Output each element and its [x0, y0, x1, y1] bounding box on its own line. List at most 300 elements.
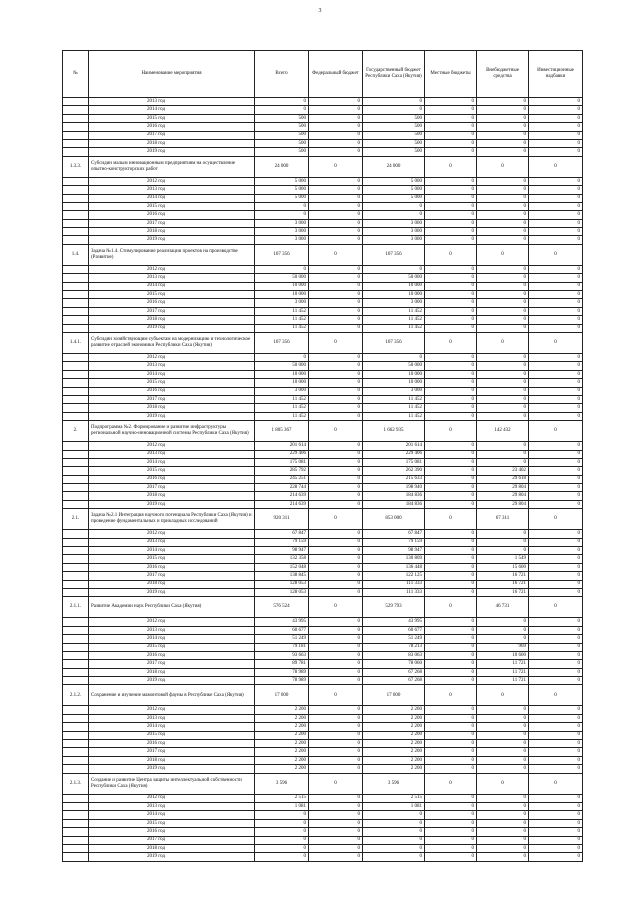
row-number-cell [63, 186, 89, 194]
federal-cell: 0 [309, 421, 363, 442]
year-cell: 2017 год [89, 836, 255, 844]
total-cell: 500 [255, 114, 309, 122]
extrabudget-cell: 0 [477, 458, 529, 466]
extrabudget-cell: 0 [477, 202, 529, 210]
local-cell: 0 [425, 412, 477, 420]
year-cell: 2013 год [89, 186, 255, 194]
total-cell: 2 200 [255, 706, 309, 714]
year-cell: 2012 год [89, 353, 255, 361]
state-cell: 0 [363, 819, 425, 827]
year-cell: 2018 год [89, 228, 255, 236]
state-cell: 2 200 [363, 723, 425, 731]
federal-cell: 0 [309, 362, 363, 370]
federal-cell: 0 [309, 123, 363, 131]
federal-cell: 0 [309, 211, 363, 219]
table-row [63, 114, 583, 122]
state-cell: 0 [363, 353, 425, 361]
investment-cell: 0 [529, 643, 583, 651]
extrabudget-cell: 11 721 [477, 677, 529, 685]
row-number-cell [63, 467, 89, 475]
local-cell: 0 [425, 563, 477, 571]
extrabudget-cell: 0 [477, 811, 529, 819]
row-number-cell [63, 651, 89, 659]
state-cell: 2 200 [363, 756, 425, 764]
total-cell: 3 596 [255, 773, 309, 794]
table-row [63, 211, 583, 219]
table-row [63, 307, 583, 315]
row-number-cell [63, 194, 89, 202]
extrabudget-cell: 0 [477, 387, 529, 395]
row-number-cell [63, 228, 89, 236]
local-cell: 0 [425, 731, 477, 739]
local-cell: 0 [425, 211, 477, 219]
total-cell: 576 524 [255, 597, 309, 618]
total-cell: 2 515 [255, 794, 309, 802]
year-cell: 2014 год [89, 370, 255, 378]
table-row [63, 442, 583, 450]
investment-cell: 0 [529, 274, 583, 282]
state-cell: 184 836 [363, 492, 425, 500]
total-cell: 201 614 [255, 442, 309, 450]
total-cell: 229 406 [255, 450, 309, 458]
total-cell: 0 [255, 211, 309, 219]
extrabudget-cell: 0 [477, 765, 529, 773]
investment-cell: 0 [529, 236, 583, 244]
row-number-cell [63, 731, 89, 739]
total-cell: 0 [255, 828, 309, 836]
investment-cell: 0 [529, 98, 583, 106]
measure-name-cell: Задача №2.1 Интеграция научного потенциала Республики Саха (Якутия) и проведение фундаментальных и прикладных исследований [89, 509, 255, 530]
row-number-cell [63, 412, 89, 420]
extrabudget-cell: 0 [477, 114, 529, 122]
col-header-federal: Федеральный бюджет [309, 51, 363, 98]
table-row [63, 177, 583, 185]
row-number-cell: 2. [63, 421, 89, 442]
state-cell: 10 000 [363, 370, 425, 378]
total-cell: 2 200 [255, 740, 309, 748]
state-cell: 175 081 [363, 458, 425, 466]
year-cell: 2012 год [89, 442, 255, 450]
extrabudget-cell: 0 [477, 844, 529, 852]
local-cell: 0 [425, 588, 477, 596]
investment-cell: 0 [529, 555, 583, 563]
row-number-cell [63, 660, 89, 668]
year-cell: 2016 год [89, 651, 255, 659]
investment-cell: 0 [529, 756, 583, 764]
extrabudget-cell: 0 [477, 307, 529, 315]
extrabudget-cell: 0 [477, 828, 529, 836]
investment-cell: 0 [529, 588, 583, 596]
local-cell: 0 [425, 572, 477, 580]
row-number-cell [63, 492, 89, 500]
federal-cell: 0 [309, 597, 363, 618]
state-cell: 79 159 [363, 538, 425, 546]
federal-cell: 0 [309, 98, 363, 106]
state-cell: 529 793 [363, 597, 425, 618]
investment-cell: 0 [529, 500, 583, 508]
year-cell: 2014 год [89, 811, 255, 819]
total-cell: 500 [255, 123, 309, 131]
state-cell: 130 809 [363, 555, 425, 563]
investment-cell: 0 [529, 794, 583, 802]
state-cell: 10 000 [363, 282, 425, 290]
year-cell: 2014 год [89, 282, 255, 290]
federal-cell: 0 [309, 387, 363, 395]
extrabudget-cell: 11 721 [477, 660, 529, 668]
row-number-cell [63, 316, 89, 324]
investment-cell: 0 [529, 723, 583, 731]
investment-cell: 0 [529, 316, 583, 324]
local-cell: 0 [425, 794, 477, 802]
row-number-cell [63, 626, 89, 634]
federal-cell: 0 [309, 316, 363, 324]
investment-cell: 0 [529, 572, 583, 580]
extrabudget-cell: 10 600 [477, 651, 529, 659]
state-cell: 1 081 [363, 803, 425, 811]
table-row [63, 379, 583, 387]
investment-cell: 0 [529, 379, 583, 387]
state-cell: 122 125 [363, 572, 425, 580]
local-cell: 0 [425, 685, 477, 706]
local-cell: 0 [425, 307, 477, 315]
row-number-cell [63, 794, 89, 802]
row-number-cell: 2.1.1. [63, 597, 89, 618]
state-cell: 3 000 [363, 236, 425, 244]
local-cell: 0 [425, 580, 477, 588]
investment-cell: 0 [529, 219, 583, 227]
investment-cell: 0 [529, 765, 583, 773]
extrabudget-cell: 0 [477, 853, 529, 861]
federal-cell: 0 [309, 148, 363, 156]
year-cell: 2019 год [89, 324, 255, 332]
year-cell: 2013 год [89, 362, 255, 370]
total-cell: 10 000 [255, 282, 309, 290]
row-number-cell [63, 458, 89, 466]
row-number-cell [63, 819, 89, 827]
extrabudget-cell: 46 731 [477, 597, 529, 618]
extrabudget-cell: 0 [477, 324, 529, 332]
federal-cell: 0 [309, 131, 363, 139]
federal-cell: 0 [309, 139, 363, 147]
local-cell: 0 [425, 668, 477, 676]
extrabudget-cell: 0 [477, 748, 529, 756]
row-number-cell [63, 836, 89, 844]
federal-cell: 0 [309, 748, 363, 756]
federal-cell: 0 [309, 353, 363, 361]
state-cell: 78 213 [363, 643, 425, 651]
year-cell: 2017 год [89, 572, 255, 580]
table-row [63, 706, 583, 714]
table-row [63, 626, 583, 634]
federal-cell: 0 [309, 547, 363, 555]
investment-cell: 0 [529, 362, 583, 370]
local-cell: 0 [425, 492, 477, 500]
total-cell: 128 053 [255, 580, 309, 588]
extrabudget-cell: 15 600 [477, 563, 529, 571]
local-cell: 0 [425, 387, 477, 395]
table-row [63, 404, 583, 412]
federal-cell: 0 [309, 500, 363, 508]
extrabudget-cell: 0 [477, 139, 529, 147]
federal-cell: 0 [309, 626, 363, 634]
federal-cell: 0 [309, 853, 363, 861]
local-cell: 0 [425, 706, 477, 714]
state-cell: 215 633 [363, 475, 425, 483]
table-row [63, 265, 583, 273]
total-cell: 3 000 [255, 387, 309, 395]
row-number-cell [63, 370, 89, 378]
year-cell: 2017 год [89, 484, 255, 492]
local-cell: 0 [425, 530, 477, 538]
local-cell: 0 [425, 844, 477, 852]
investment-cell: 0 [529, 307, 583, 315]
local-cell: 0 [425, 467, 477, 475]
extrabudget-cell: 0 [477, 379, 529, 387]
row-number-cell [63, 274, 89, 282]
row-number-cell [63, 324, 89, 332]
row-number-cell [63, 748, 89, 756]
measure-name-cell: Субсидии хозяйствующим субъектам на модернизацию и технологическое развитие отраслей экономики Республики Саха (Якутия) [89, 332, 255, 353]
row-number-cell [63, 588, 89, 596]
year-cell: 2019 год [89, 677, 255, 685]
federal-cell: 0 [309, 370, 363, 378]
local-cell: 0 [425, 219, 477, 227]
extrabudget-cell: 0 [477, 291, 529, 299]
local-cell: 0 [425, 353, 477, 361]
row-number-cell: 2.1.3. [63, 773, 89, 794]
state-cell: 107 356 [363, 244, 425, 265]
state-cell: 136 448 [363, 563, 425, 571]
row-number-cell [63, 618, 89, 626]
row-number-cell [63, 844, 89, 852]
federal-cell: 0 [309, 844, 363, 852]
year-cell: 2016 год [89, 299, 255, 307]
investment-cell: 0 [529, 677, 583, 685]
header-row [63, 51, 583, 98]
extrabudget-cell: 16 721 [477, 580, 529, 588]
investment-cell: 0 [529, 194, 583, 202]
year-cell: 2013 год [89, 98, 255, 106]
row-number-cell [63, 450, 89, 458]
table-row [63, 236, 583, 244]
investment-cell: 0 [529, 202, 583, 210]
federal-cell: 0 [309, 156, 363, 177]
row-number-cell [63, 131, 89, 139]
federal-cell: 0 [309, 244, 363, 265]
year-cell: 2016 год [89, 211, 255, 219]
year-cell: 2015 год [89, 643, 255, 651]
extrabudget-cell: 0 [477, 773, 529, 794]
total-cell: 60 677 [255, 626, 309, 634]
row-number-cell [63, 379, 89, 387]
extrabudget-cell: 0 [477, 282, 529, 290]
federal-cell: 0 [309, 219, 363, 227]
total-cell: 2 200 [255, 756, 309, 764]
row-number-cell [63, 299, 89, 307]
extrabudget-cell: 23 402 [477, 467, 529, 475]
federal-cell: 0 [309, 572, 363, 580]
federal-cell: 0 [309, 660, 363, 668]
col-header-investment: Инвестиционные надбавки [529, 51, 583, 98]
federal-cell: 0 [309, 177, 363, 185]
federal-cell: 0 [309, 618, 363, 626]
year-cell: 2019 год [89, 588, 255, 596]
investment-cell: 0 [529, 467, 583, 475]
year-cell: 2018 год [89, 492, 255, 500]
federal-cell: 0 [309, 836, 363, 844]
total-cell: 1 081 [255, 803, 309, 811]
state-cell: 50 000 [363, 274, 425, 282]
year-cell: 2014 год [89, 106, 255, 114]
row-number-cell [63, 714, 89, 722]
total-cell: 2 200 [255, 714, 309, 722]
investment-cell: 0 [529, 186, 583, 194]
total-cell: 11 452 [255, 404, 309, 412]
total-cell: 43 995 [255, 618, 309, 626]
year-cell: 2018 год [89, 580, 255, 588]
total-cell: 0 [255, 836, 309, 844]
federal-cell: 0 [309, 467, 363, 475]
investment-cell: 0 [529, 244, 583, 265]
measure-name-cell: Субсидии малым инновационным предприятиям на осуществление опытно-конструкторских работ [89, 156, 255, 177]
investment-cell: 0 [529, 618, 583, 626]
extrabudget-cell: 0 [477, 635, 529, 643]
row-number-cell [63, 387, 89, 395]
total-cell: 228 744 [255, 484, 309, 492]
total-cell: 78 989 [255, 677, 309, 685]
state-cell: 500 [363, 148, 425, 156]
local-cell: 0 [425, 723, 477, 731]
row-number-cell [63, 500, 89, 508]
state-cell: 111 333 [363, 580, 425, 588]
row-number-cell [63, 202, 89, 210]
state-cell: 5 000 [363, 194, 425, 202]
state-cell: 262 390 [363, 467, 425, 475]
row-number-cell [63, 114, 89, 122]
col-header-extrabudget: Внебюджетные средства [477, 51, 529, 98]
local-cell: 0 [425, 660, 477, 668]
local-cell: 0 [425, 677, 477, 685]
year-cell: 2016 год [89, 387, 255, 395]
state-cell: 0 [363, 811, 425, 819]
table-row [63, 668, 583, 676]
total-cell: 11 452 [255, 412, 309, 420]
table-row [63, 450, 583, 458]
investment-cell: 0 [529, 114, 583, 122]
year-cell: 2016 год [89, 123, 255, 131]
investment-cell: 0 [529, 668, 583, 676]
federal-cell: 0 [309, 307, 363, 315]
state-cell: 2 200 [363, 748, 425, 756]
year-cell: 2014 год [89, 635, 255, 643]
local-cell: 0 [425, 635, 477, 643]
state-cell: 0 [363, 106, 425, 114]
local-cell: 0 [425, 395, 477, 403]
local-cell: 0 [425, 626, 477, 634]
extrabudget-cell: 0 [477, 211, 529, 219]
extrabudget-cell: 0 [477, 316, 529, 324]
local-cell: 0 [425, 538, 477, 546]
local-cell: 0 [425, 803, 477, 811]
row-number-cell [63, 828, 89, 836]
state-cell: 3 596 [363, 773, 425, 794]
table-row [63, 186, 583, 194]
federal-cell: 0 [309, 509, 363, 530]
page-number: 3 [318, 8, 322, 14]
total-cell: 5 000 [255, 177, 309, 185]
table-row [63, 282, 583, 290]
state-cell: 17 600 [363, 685, 425, 706]
federal-cell: 0 [309, 580, 363, 588]
row-number-cell: 1.4. [63, 244, 89, 265]
year-cell: 2013 год [89, 538, 255, 546]
year-cell: 2013 год [89, 274, 255, 282]
local-cell: 0 [425, 547, 477, 555]
local-cell: 0 [425, 228, 477, 236]
state-cell: 3 000 [363, 219, 425, 227]
state-cell: 67 847 [363, 530, 425, 538]
year-cell: 2012 год [89, 794, 255, 802]
table-row [63, 844, 583, 852]
row-number-cell [63, 563, 89, 571]
total-cell: 0 [255, 106, 309, 114]
extrabudget-cell: 29 618 [477, 475, 529, 483]
total-cell: 93 663 [255, 651, 309, 659]
investment-cell: 0 [529, 819, 583, 827]
extrabudget-cell: 0 [477, 395, 529, 403]
table-row [63, 819, 583, 827]
extrabudget-cell: 29 804 [477, 500, 529, 508]
year-cell: 2013 год [89, 626, 255, 634]
federal-cell: 0 [309, 668, 363, 676]
federal-cell: 0 [309, 756, 363, 764]
extrabudget-cell: 0 [477, 186, 529, 194]
extrabudget-cell: 0 [477, 156, 529, 177]
federal-cell: 0 [309, 651, 363, 659]
federal-cell: 0 [309, 186, 363, 194]
local-cell: 0 [425, 484, 477, 492]
year-cell: 2019 год [89, 853, 255, 861]
local-cell: 0 [425, 148, 477, 156]
extrabudget-cell: 0 [477, 265, 529, 273]
extrabudget-cell: 0 [477, 362, 529, 370]
total-cell: 132 358 [255, 555, 309, 563]
extrabudget-cell: 0 [477, 836, 529, 844]
federal-cell: 0 [309, 723, 363, 731]
state-cell: 1 662 935 [363, 421, 425, 442]
federal-cell: 0 [309, 265, 363, 273]
state-cell: 11 452 [363, 412, 425, 420]
state-cell: 500 [363, 123, 425, 131]
investment-cell: 0 [529, 626, 583, 634]
local-cell: 0 [425, 131, 477, 139]
table-row [63, 458, 583, 466]
row-number-cell [63, 219, 89, 227]
table-row [63, 588, 583, 596]
investment-cell: 0 [529, 492, 583, 500]
extrabudget-cell: 0 [477, 723, 529, 731]
state-cell: 11 452 [363, 404, 425, 412]
table-row [63, 353, 583, 361]
row-number-cell: 1.3.3. [63, 156, 89, 177]
state-cell: 83 063 [363, 651, 425, 659]
investment-cell: 0 [529, 530, 583, 538]
investment-cell: 0 [529, 211, 583, 219]
row-number-cell [63, 148, 89, 156]
table-row [63, 794, 583, 802]
row-number-cell [63, 353, 89, 361]
local-cell: 0 [425, 836, 477, 844]
